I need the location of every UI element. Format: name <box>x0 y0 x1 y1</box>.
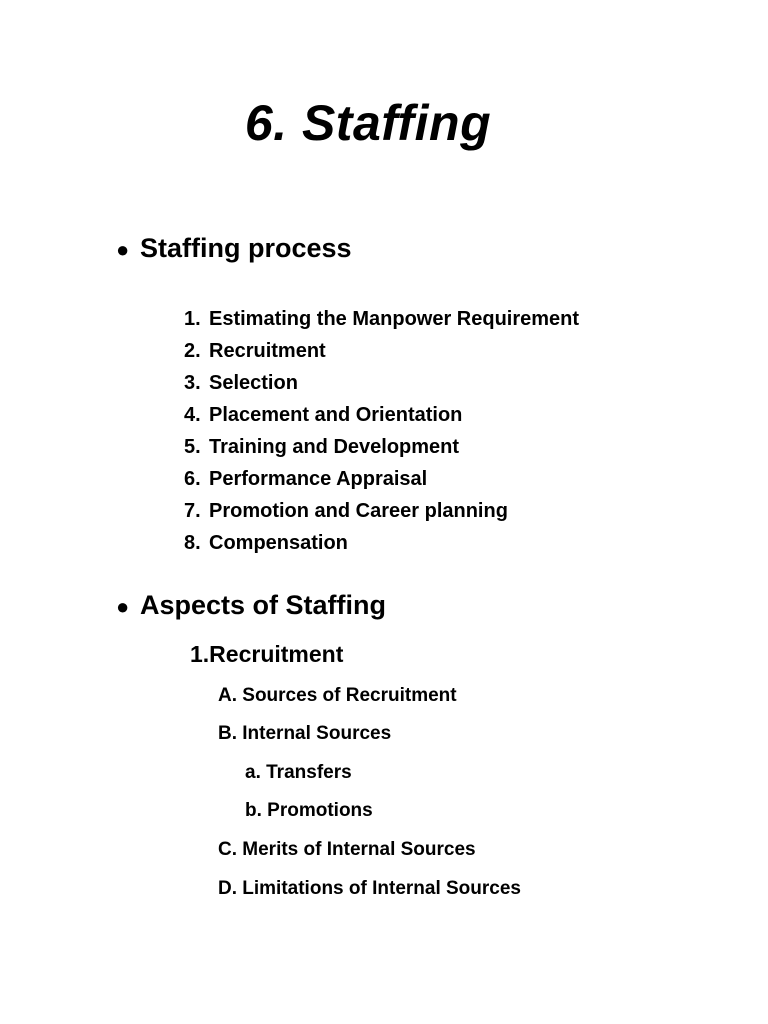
list-item <box>184 369 579 401</box>
section-heading-aspects-of-staffing <box>116 590 386 621</box>
list-item <box>184 497 579 529</box>
outline-subitem: b. Promotions <box>245 800 373 821</box>
list-label: Compensation <box>209 532 348 554</box>
bullet-icon: ● <box>116 594 130 619</box>
list-item <box>184 305 579 337</box>
list-number: 2. <box>184 340 201 362</box>
heading-text: Aspects of Staffing <box>140 590 387 620</box>
outline-item: B. Internal Sources <box>218 723 392 744</box>
list-label: Recruitment <box>209 340 326 362</box>
page-title: 6. Staffing <box>244 95 492 151</box>
outline-item: D. Limitations of Internal Sources <box>218 878 521 899</box>
list-number: 1. <box>184 308 201 330</box>
bullet-icon: ● <box>116 237 130 262</box>
list-item <box>184 337 579 369</box>
heading-text: Staffing process <box>140 233 352 263</box>
list-label: Placement and Orientation <box>209 404 463 426</box>
outline-item: A. Sources of Recruitment <box>218 685 457 706</box>
outline-item: C. Merits of Internal Sources <box>218 839 476 860</box>
list-item <box>184 529 579 561</box>
staffing-process-list <box>184 305 579 561</box>
list-item <box>184 433 579 465</box>
list-number: 8. <box>184 532 201 554</box>
subheading-recruitment: 1.Recruitment <box>190 641 344 667</box>
list-number: 7. <box>184 500 201 522</box>
list-item <box>184 401 579 433</box>
list-number: 3. <box>184 372 201 394</box>
list-label: Training and Development <box>209 436 460 458</box>
section-heading-staffing-process <box>116 233 352 264</box>
list-label: Promotion and Career planning <box>209 500 508 522</box>
list-number: 6. <box>184 468 201 490</box>
list-item <box>184 465 579 497</box>
list-number: 4. <box>184 404 201 426</box>
list-label: Performance Appraisal <box>209 468 428 490</box>
list-number: 5. <box>184 436 201 458</box>
outline-subitem: a. Transfers <box>245 762 352 783</box>
list-label: Selection <box>209 372 298 394</box>
list-label: Estimating the Manpower Requirement <box>209 308 580 330</box>
